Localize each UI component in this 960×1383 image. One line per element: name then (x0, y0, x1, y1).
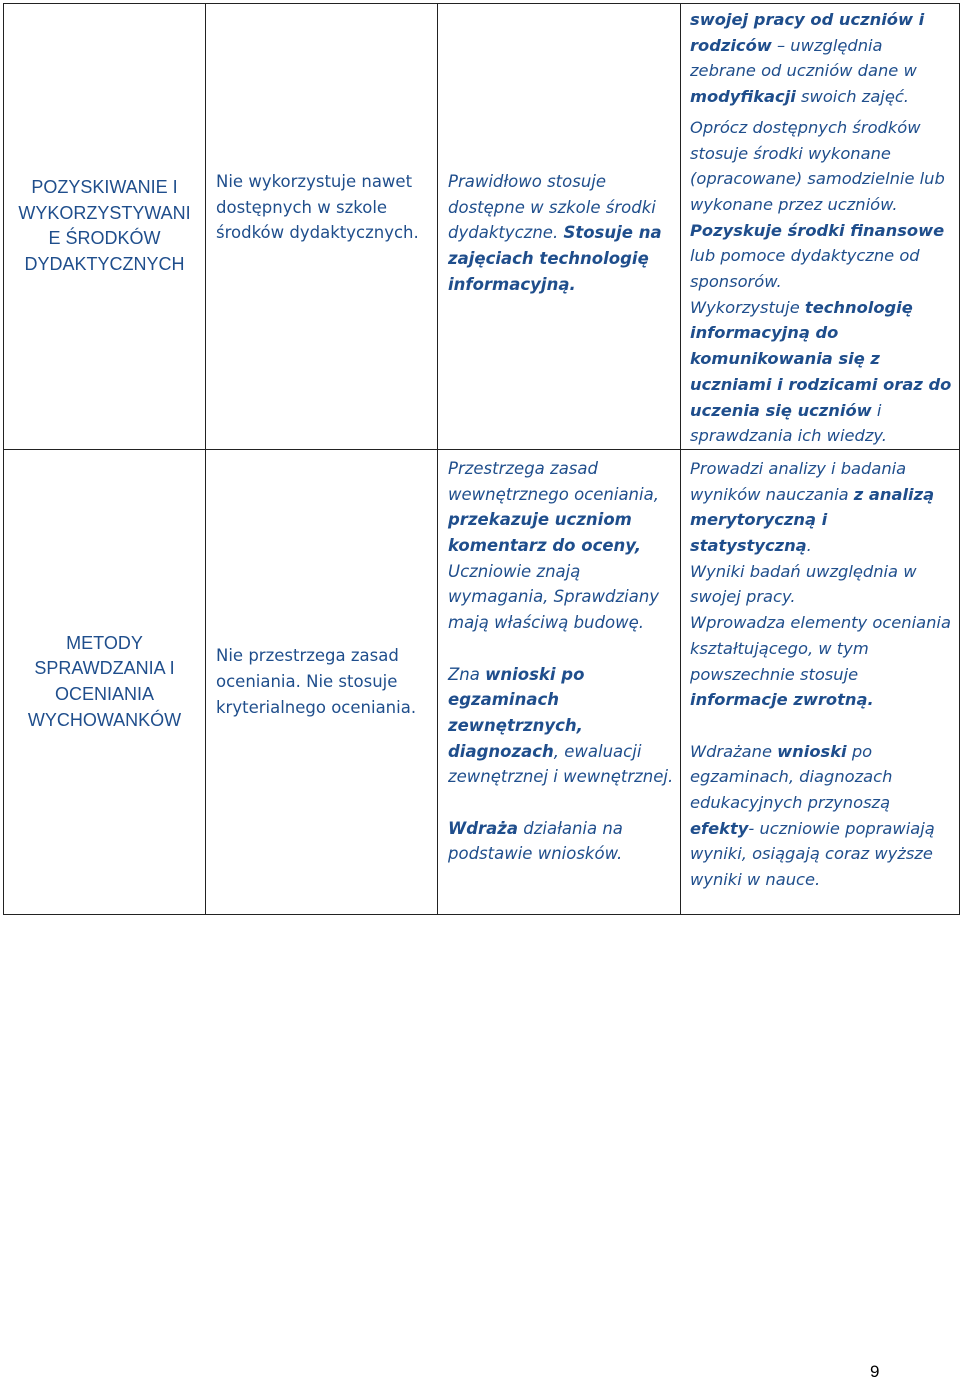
bold-text: informacje zwrotną. (690, 690, 874, 710)
bold-text: swojej pracy od uczniów i rodziców (690, 10, 925, 55)
paragraph (690, 218, 953, 295)
level-mid-cell (438, 4, 681, 450)
paragraph: Wyniki badań uwzględnia w swojej pracy. (690, 561, 917, 607)
level-low-cell (206, 4, 438, 450)
text: Wykorzystuje (690, 297, 805, 317)
level-mid-text: Prawidłowo stosuje dostępne w szkole środki dydaktyczne. (448, 172, 656, 243)
bold-text: Pozyskuje środki finansowe (690, 220, 945, 240)
criterion-line: E ŚRODKÓW (48, 228, 161, 249)
bold-text: wnioski (777, 741, 847, 761)
level-low-text: Nie wykorzystuje nawet dostępnych w szkole środków dydaktycznych. (216, 172, 419, 243)
bold-text: przekazuje uczniom komentarz do oceny, (448, 510, 642, 556)
text: po egzaminach, diagnozach edukacyjnych przynoszą (690, 741, 893, 813)
text: Wprowadza elementy oceniania kształtującego, w tym powszechnie stosuje (690, 613, 951, 684)
text: Zna (448, 664, 486, 684)
paragraph (448, 816, 674, 867)
criterion-line: DYDAKTYCZNYCH (24, 254, 185, 275)
level-mid-bold: Stosuje na zajęciach technologię informacyjną. (448, 223, 662, 294)
text: Wdrażane (690, 741, 778, 761)
level-high-cell (681, 449, 960, 914)
level-low-cell (206, 449, 438, 914)
table-row (4, 4, 960, 450)
bold-text: Wdraża (448, 818, 519, 838)
text: i sprawdzania ich wiedzy. (690, 400, 887, 446)
criterion-line: WYKORZYSTYWANI (18, 202, 191, 223)
criterion-line: WYCHOWANKÓW (27, 709, 182, 730)
criterion-line: POZYSKIWANIE I (31, 177, 178, 198)
criterion-cell (4, 449, 206, 914)
level-mid-cell (438, 449, 681, 914)
level-high-cell (681, 4, 960, 450)
criteria-table (3, 3, 960, 915)
bold-text: technologię informacyjną do komunikowania się z uczniami i rodzicami oraz do uczenia się uczniów (690, 297, 952, 420)
bold-text: z analizą merytoryczną i statystyczną (690, 484, 935, 556)
text: Przestrzega zasad wewnętrznego oceniania, (448, 458, 659, 504)
paragraph (448, 662, 674, 791)
paragraph (690, 456, 953, 559)
criterion-line: METODY (66, 632, 143, 653)
bold-text: modyfikacji (690, 87, 796, 107)
text: Prowadzi analizy i badania wyników nauczania (690, 458, 907, 504)
paragraph (690, 295, 953, 449)
paragraph: Oprócz dostępnych środków stosuje środki wykonane (opracowane) samodzielnie lub wykonane przez uczniów. (690, 117, 945, 214)
text: swoich zajęć. (795, 87, 909, 107)
criterion-line: SPRAWDZANIA I (34, 658, 175, 679)
paragraph (690, 739, 953, 893)
criterion-line: OCENIANIA (54, 683, 155, 704)
text: lub pomoce dydaktyczne od sponsorów. (690, 246, 920, 292)
bold-text: efekty (690, 818, 749, 838)
paragraph (448, 456, 674, 636)
paragraph (690, 610, 953, 713)
text: Uczniowie znają wymagania, Sprawdziany mają właściwą budowę. (448, 561, 660, 633)
text: , ewaluacji zewnętrznej i wewnętrznej. (448, 741, 674, 787)
text: - uczniowie poprawiają wyniki, osiągają coraz wyższe wyniki w nauce. (690, 818, 935, 890)
page-number: 9 (870, 1362, 880, 1381)
text: – uwzględnia zebrane od uczniów dane w (690, 35, 917, 81)
text: . (806, 536, 812, 556)
text: działania na podstawie wniosków. (448, 818, 623, 864)
criterion-cell (4, 4, 206, 450)
continuation-paragraph (690, 7, 953, 110)
table-row (4, 449, 960, 914)
bold-text: wnioski po egzaminach zewnętrznych, diagnozach (448, 664, 585, 761)
level-low-text: Nie przestrzega zasad oceniania. Nie stosuje kryterialnego oceniania. (216, 646, 417, 717)
